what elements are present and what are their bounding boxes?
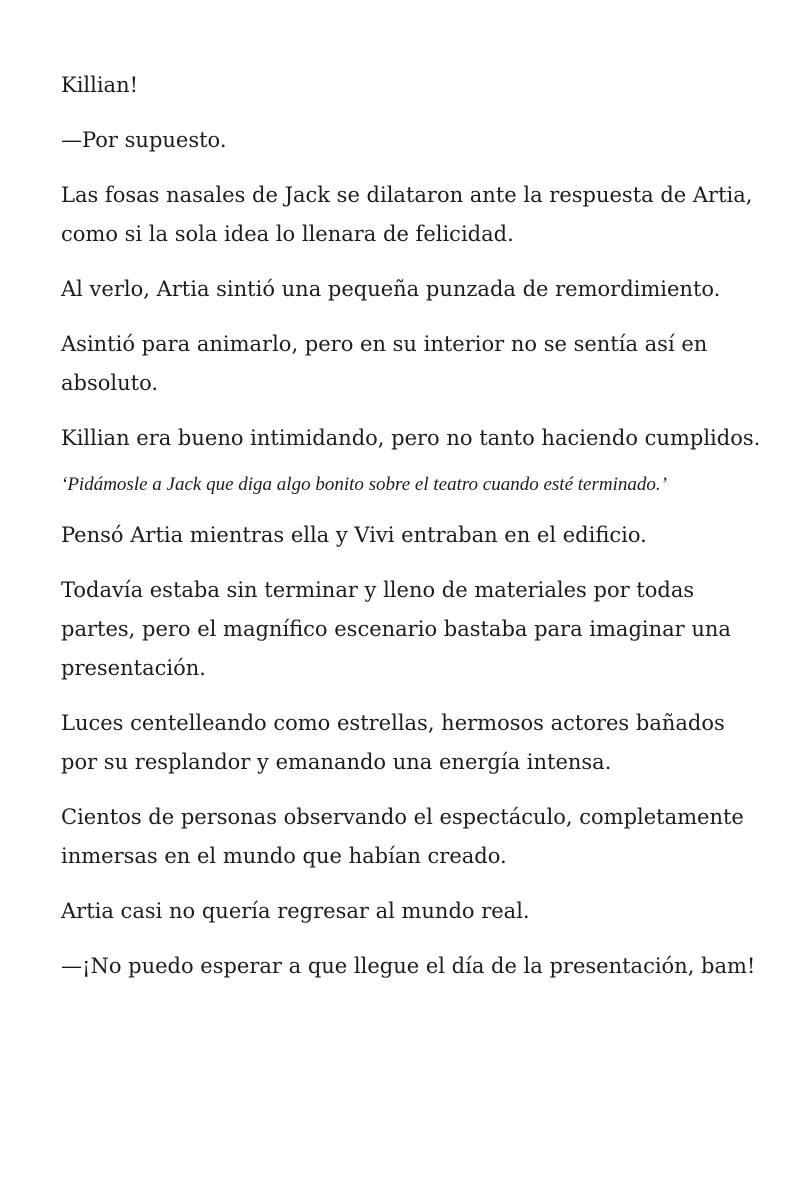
- paragraph-11: Cientos de personas observando el espectáculo, completamente inmersas en el mundo que habían creado.: [61, 805, 744, 868]
- italic-thought: ‘Pidámosle a Jack que diga algo bonito sobre el teatro cuando esté terminado.’: [61, 474, 667, 495]
- paragraph-3: Las fosas nasales de Jack se dilataron ante la respuesta de Artia, como si la sola idea lo llenara de felicidad.: [61, 183, 753, 246]
- paragraph-2: —Por supuesto.: [61, 128, 227, 152]
- paragraph-1: Killian!: [61, 73, 139, 97]
- paragraph-4: Al verlo, Artia sintió una pequeña punzada de remordimiento.: [61, 277, 721, 301]
- paragraph-8: Pensó Artia mientras ella y Vivi entraban en el edificio.: [61, 523, 647, 547]
- paragraph-6: Killian era bueno intimidando, pero no tanto haciendo cumplidos.: [61, 426, 761, 450]
- paragraph-10: Luces centelleando como estrellas, hermosos actores bañados por su resplandor y emanando una energía intensa.: [61, 711, 725, 774]
- paragraph-5: Asintió para animarlo, pero en su interior no se sentía así en absoluto.: [61, 332, 708, 395]
- paragraph-12: Artia casi no quería regresar al mundo real.: [61, 899, 530, 923]
- paragraph-9: Todavía estaba sin terminar y lleno de materiales por todas partes, pero el magnífico escenario bastaba para imaginar una presentación.: [61, 578, 731, 680]
- page-body: [61, 66, 761, 1002]
- paragraph-13: —¡No puedo esperar a que llegue el día de la presentación, bam!: [61, 954, 756, 978]
